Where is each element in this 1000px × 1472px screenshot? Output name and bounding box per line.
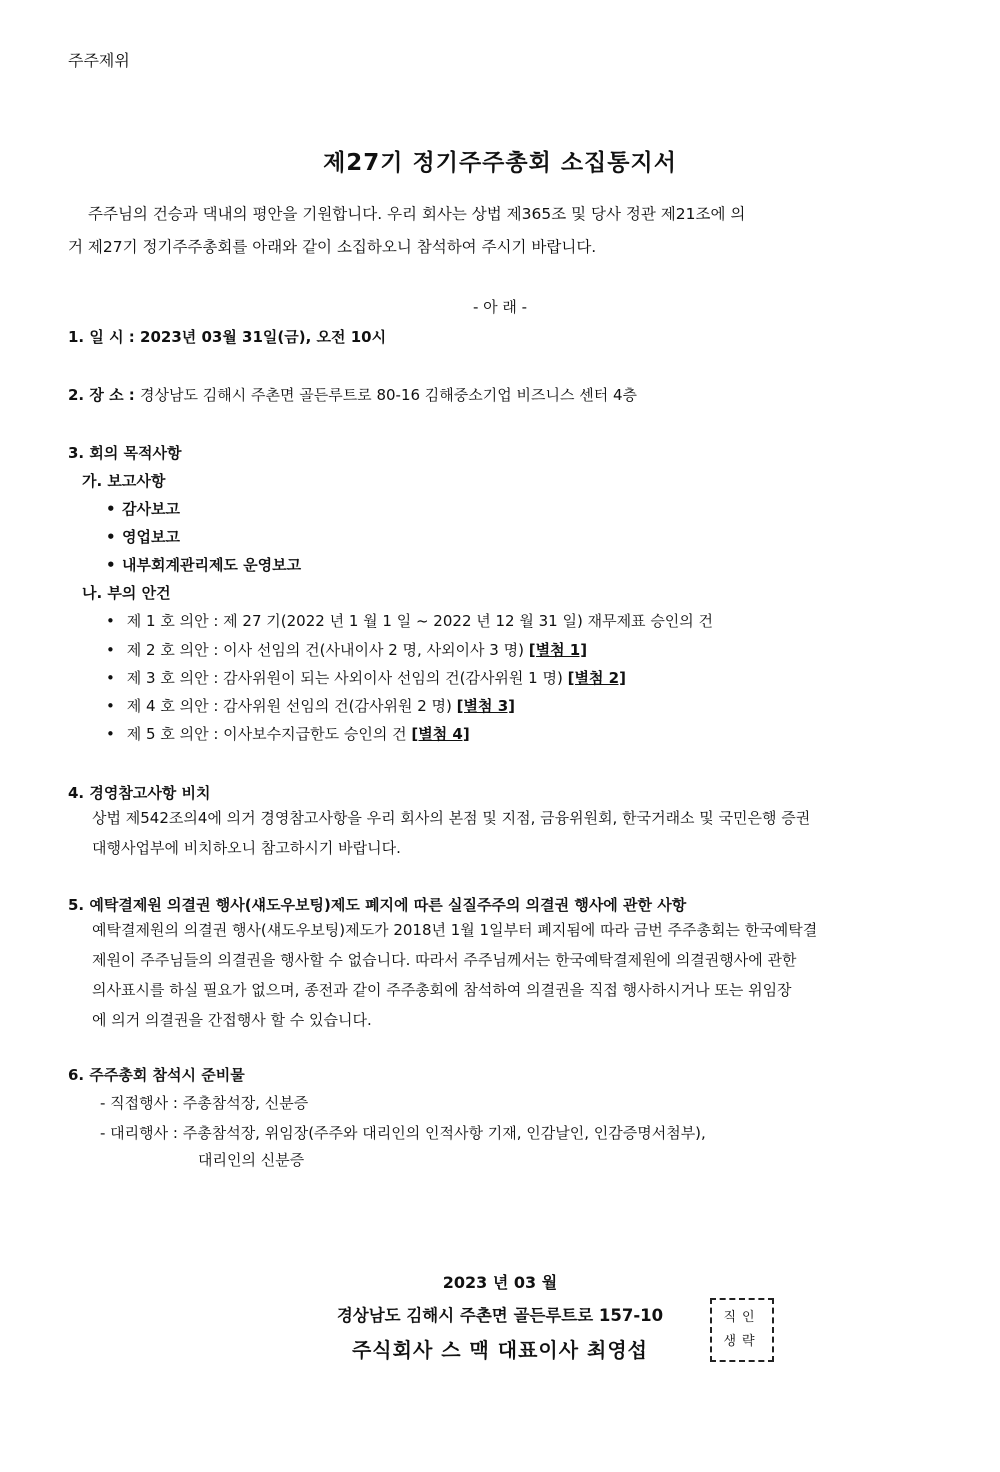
item-place-value: 경상남도 김해시 주촌면 골든루트로 80-16 김해중소기업 비즈니스 센터 4층 xyxy=(140,386,638,404)
attachment-ref: [별첨 4] xyxy=(411,725,470,743)
agenda-item xyxy=(106,723,470,744)
body-line: 의사표시를 하실 필요가 없으며, 종전과 같이 주주총회에 참석하여 의결권을 직접 행사하시거나 또는 위임장 xyxy=(92,981,792,999)
stamp-line: 직인 xyxy=(723,1310,761,1325)
item-date xyxy=(68,326,386,347)
intro-paragraph xyxy=(68,198,922,264)
item-shadow-voting-body xyxy=(92,915,922,1035)
body-line: 에 의거 의결권을 간접행사 할 수 있습니다. xyxy=(92,1011,372,1029)
agenda-item-text: 제 5 호 의안 : 이사보수지급한도 승인의 건 xyxy=(126,725,412,743)
item-agenda-heading: 3. 회의 목적사항 xyxy=(68,444,182,462)
attachment-ref: [별첨 3] xyxy=(456,697,515,715)
report-item: • 영업보고 xyxy=(106,526,180,547)
agenda-item xyxy=(106,610,713,631)
report-item: • 감사보고 xyxy=(106,498,180,519)
item-place-label: 2. 장 소 : xyxy=(68,386,141,404)
report-items-label: 가. 보고사항 xyxy=(82,472,166,490)
item-preparation-heading: 6. 주주총회 참석시 준비물 xyxy=(68,1066,245,1084)
agenda-item-text: 제 4 호 의안 : 감사위원 선임의 건(감사위원 2 명) xyxy=(126,697,457,715)
agenda-item-text: 제 2 호 의안 : 이사 선임의 건(사내이사 2 명, 사외이사 3 명) xyxy=(126,641,529,659)
proxy-attendance-items-cont: 대리인의 신분증 xyxy=(198,1151,305,1169)
notice-date: 2023 년 03 월 xyxy=(442,1273,558,1292)
agenda-items-label: 나. 부의 안건 xyxy=(82,584,171,602)
body-line: 제원이 주주님들의 의결권을 행사할 수 없습니다. 따라서 주주님께서는 한국예탁결제원에 의결권행사에 관한 xyxy=(92,951,797,969)
item-reference-body xyxy=(92,803,922,863)
salutation: 주주제위 xyxy=(68,51,130,70)
agenda-item xyxy=(106,667,626,688)
body-line: 상법 제542조의4에 의거 경영참고사항을 우리 회사의 본점 및 지점, 금융위원회, 한국거래소 및 국민은행 증권 xyxy=(92,809,811,827)
item-reference-heading: 4. 경영참고사항 비치 xyxy=(68,784,211,802)
document-title: 제27기 정기주주총회 소집통지서 xyxy=(323,150,677,176)
body-line: 예탁결제원의 의결권 행사(섀도우보팅)제도가 2018년 1월 1일부터 폐지됨에 따라 금번 주주총회는 한국예탁결 xyxy=(92,921,818,939)
attachment-ref: [별첨 2] xyxy=(567,669,626,687)
direct-attendance-items: - 직접행사 : 주총참석장, 신분증 xyxy=(100,1094,309,1112)
intro-line-2: 거 제27기 정기주주총회를 아래와 같이 소집하오니 참석하여 주시기 바랍니다. xyxy=(68,238,597,256)
stamp-line: 생략 xyxy=(723,1334,761,1349)
body-line: 대행사업부에 비치하오니 참고하시기 바랍니다. xyxy=(92,839,401,857)
intro-line-1: 주주님의 건승과 댁내의 평안을 기원합니다. 우리 회사는 상법 제365조 및 당사 정관 제21조에 의 xyxy=(88,205,746,223)
item-shadow-voting-heading: 5. 예탁결제원 의결권 행사(섀도우보팅)제도 폐지에 따른 실질주주의 의결권 행사에 관한 사항 xyxy=(68,896,687,914)
report-item: • 내부회계관리제도 운영보고 xyxy=(106,554,301,575)
company-representative: 주식회사 스 맥 대표이사 최영섭 xyxy=(351,1338,648,1362)
item-date-value: 2023년 03월 31일(금), 오전 10시 xyxy=(140,328,387,346)
attachment-ref: [별첨 1] xyxy=(528,641,588,659)
agenda-item-text: 제 1 호 의안 : 제 27 기(2022 년 1 월 1 일 ~ 2022 년 12 월 31 일) 재무제표 승인의 건 xyxy=(126,612,714,630)
company-address: 경상남도 김해시 주촌면 골든루트로 157-10 xyxy=(336,1306,664,1325)
agenda-item xyxy=(106,695,515,716)
agenda-item-text: 제 3 호 의안 : 감사위원이 되는 사외이사 선임의 건(감사위원 1 명) xyxy=(126,669,568,687)
section-divider-ahrae: - 아 래 - xyxy=(472,298,528,316)
seal-omitted-stamp xyxy=(710,1298,774,1362)
proxy-attendance-items: - 대리행사 : 주총참석장, 위임장(주주와 대리인의 인적사항 기재, 인감날인, 인감증명서첨부), xyxy=(100,1124,706,1142)
item-date-label: 1. 일 시 : xyxy=(68,328,141,346)
agenda-item xyxy=(106,639,587,660)
item-place xyxy=(68,384,637,405)
